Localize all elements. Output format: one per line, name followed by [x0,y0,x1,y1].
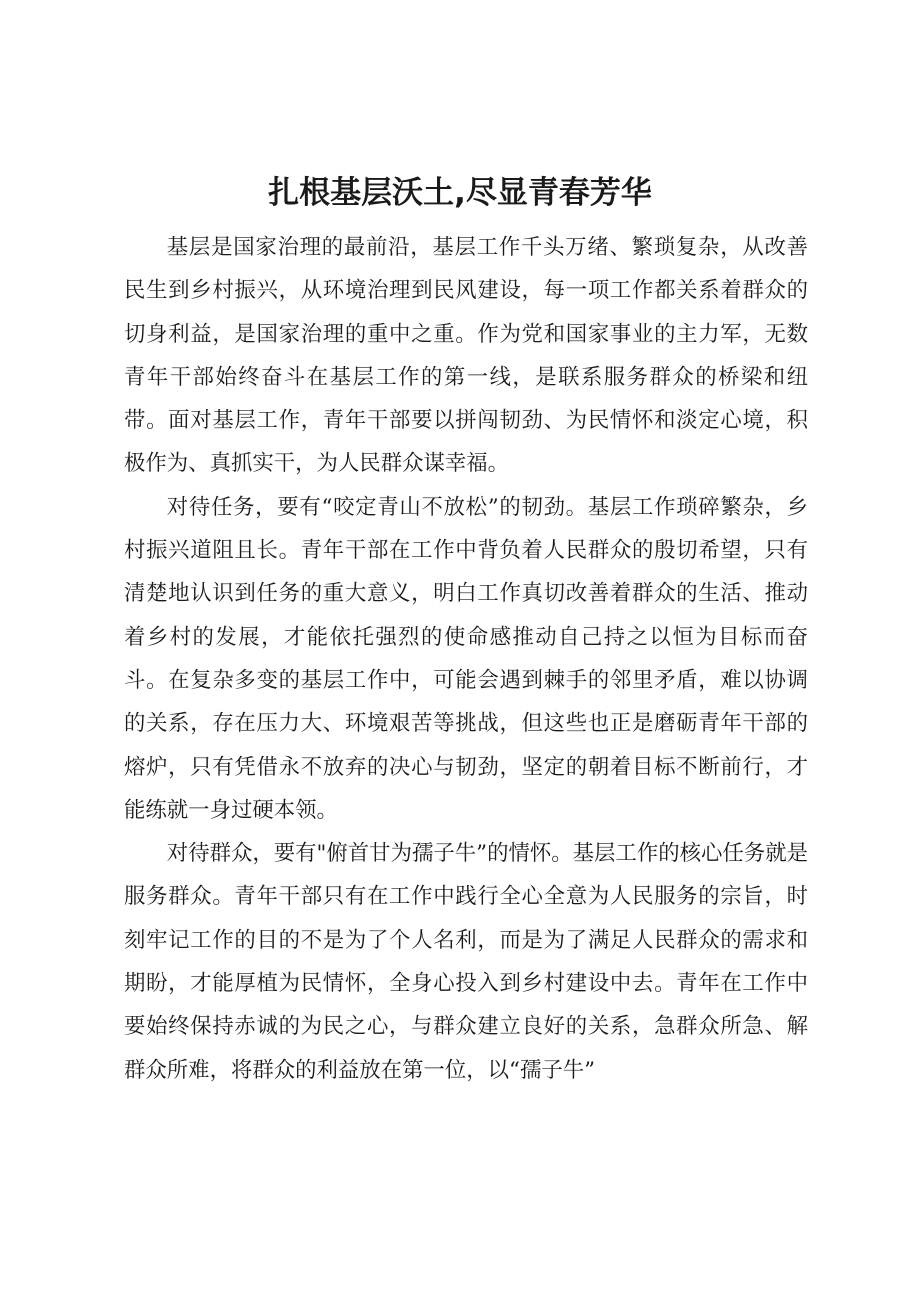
paragraph-masses: 对待群众，要有"俯首甘为孺子牛”的情怀。基层工作的核心任务就是服务群众。青年干部只有在工作中践行全心全意为人民服务的宗旨，时刻牢记工作的目的不是为了个人名利，而是为了满足人民群众的需求和期盼，才能厚植为民情怀，全身心投入到乡村建设中去。青年在工作中要始终保持赤诚的为民之心，与群众建立良好的关系，急群众所急、解群众所难，将群众的利益放在第一位，以“孺子牛” [124,841,808,1083]
paragraph-intro: 基层是国家治理的最前沿，基层工作千头万绪、繁琐复杂，从改善民生到乡村振兴，从环境治理到民风建设，每一项工作都关系着群众的切身利益，是国家治理的重中之重。作为党和国家事业的主力军，无数青年干部始终奋斗在基层工作的第一线，是联系服务群众的桥梁和纽带。面对基层工作，青年干部要以拼闯韧劲、为民情怀和淡定心境，积极作为、真抓实干，为人民群众谋幸福。 [124,235,808,477]
document-title: 扎根基层沃土,尽显青春芳华 [268,175,652,211]
document-body [124,226,808,1092]
paragraph-tasks: 对待任务，要有“咬定青山不放松”的韧劲。基层工作琐碎繁杂，乡村振兴道阻且长。青年干部在工作中背负着人民群众的殷切希望，只有清楚地认识到任务的重大意义，明白工作真切改善着群众的生活、推动着乡村的发展，才能依托强烈的使命感推动自己持之以恒为目标而奋斗。在复杂多变的基层工作中，可能会遇到棘手的邻里矛盾，难以协调的关系，存在压力大、环境艰苦等挑战，但这些也正是磨砺青年干部的熔炉，只有凭借永不放弃的决心与韧劲，坚定的朝着目标不断前行，才能练就一身过硬本领。 [124,494,808,823]
